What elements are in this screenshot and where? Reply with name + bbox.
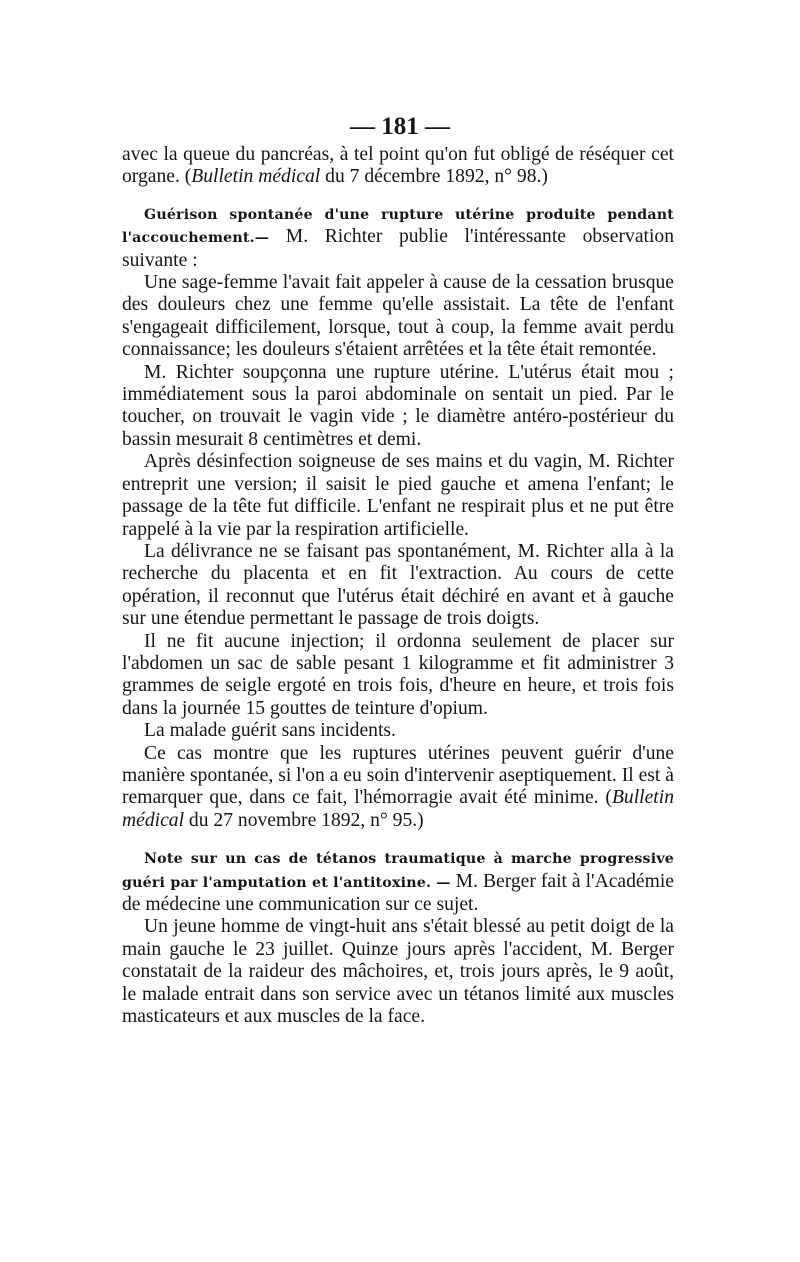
text-run: M. Richter publie l'intéressante observation suivante :	[122, 226, 674, 271]
paragraph: Il ne fit aucune injection; il ordonna seulement de placer sur l'abdomen un sac de sable pesant 1 kilogramme et fit administrer 3 grammes de seigle ergoté en trois fois, d'heure en heure, et trois fois dans la journée 15 gouttes de teinture d'opium.	[122, 630, 674, 719]
text-run: M. Berger fait à l'Académie de médecine une communication sur ce sujet.	[122, 870, 674, 915]
paragraph: La délivrance ne se faisant pas spontanément, M. Richter alla à la recherche du placenta et en fit l'extraction. Au cours de cette opération, il reconnut que l'utérus était déchiré en avant et à gauche sur une étendue permettant le passage de trois doigts.	[122, 540, 674, 630]
text-run: du 27 novembre 1892, n° 95.)	[184, 809, 424, 831]
text-run: du 7 décembre 1892, n° 98.)	[320, 166, 548, 188]
text-run: Ce cas montre que les ruptures utérines peuvent guérir d'une manière spontanée, si l'on a eu soin d'intervenir aseptiquement. Il est à remarquer que, dans ce fait, l'hémorragie avait été minime. (	[122, 742, 674, 809]
paragraph: M. Richter soupçonna une rupture utérine. L'utérus était mou ; immédiatement sous la paroi abdominale on sentait un pied. Par le toucher, on trouvait le vagin vide ; le diamètre antéro-postérieur du bassin mesurait 8 centimètres et demi.	[122, 361, 674, 450]
page-number: — 181 —	[350, 113, 450, 140]
paragraph-continuation	[122, 144, 674, 189]
article-body	[122, 144, 674, 1028]
section-intro-rupture	[122, 203, 674, 272]
journal-title: Bulletin médical	[191, 166, 321, 188]
section-heading-tetanos: Note sur un cas de tétanos traumatique à marche progressive guéri par l'amputation et l'antitoxine. —	[122, 851, 674, 891]
paragraph: Un jeune homme de vingt-huit ans s'était blessé au petit doigt de la main gauche le 23 juillet. Quinze jours après l'accident, M. Berger constatait de la raideur des mâchoires, et, trois jours après, le 9 août, le malade entrait dans son service avec un tétanos limité aux muscles masticateurs et aux muscles de la face.	[122, 916, 674, 1028]
journal-title: Bulletin médical	[122, 787, 674, 831]
text-run: avec la queue du pancréas, à tel point qu'on fut obligé de réséquer cet organe. (	[122, 144, 674, 188]
paragraph: La malade guérit sans incidents.	[144, 720, 396, 742]
paragraph	[122, 743, 674, 833]
paragraph: Après désinfection soigneuse de ses mains et du vagin, M. Richter entreprit une version; il saisit le pied gauche et amena l'enfant; le passage de la tête fut difficile. L'enfant ne respirait plus et ne put être rappelé à la vie par la respiration artificielle.	[122, 451, 674, 540]
section-heading-rupture: Guérison spontanée d'une rupture utérine produite pendant l'accouchement.—	[122, 206, 674, 247]
section-intro-tetanos	[122, 847, 674, 916]
paragraph: Une sage-femme l'avait fait appeler à cause de la cessation brusque des douleurs chez une femme qu'elle assistait. La tête de l'enfant s'engageait difficilement, lorsque, tout à coup, la femme avait perdu connaissance; les douleurs s'étaient arrêtées et la tête était remontée.	[122, 272, 674, 361]
